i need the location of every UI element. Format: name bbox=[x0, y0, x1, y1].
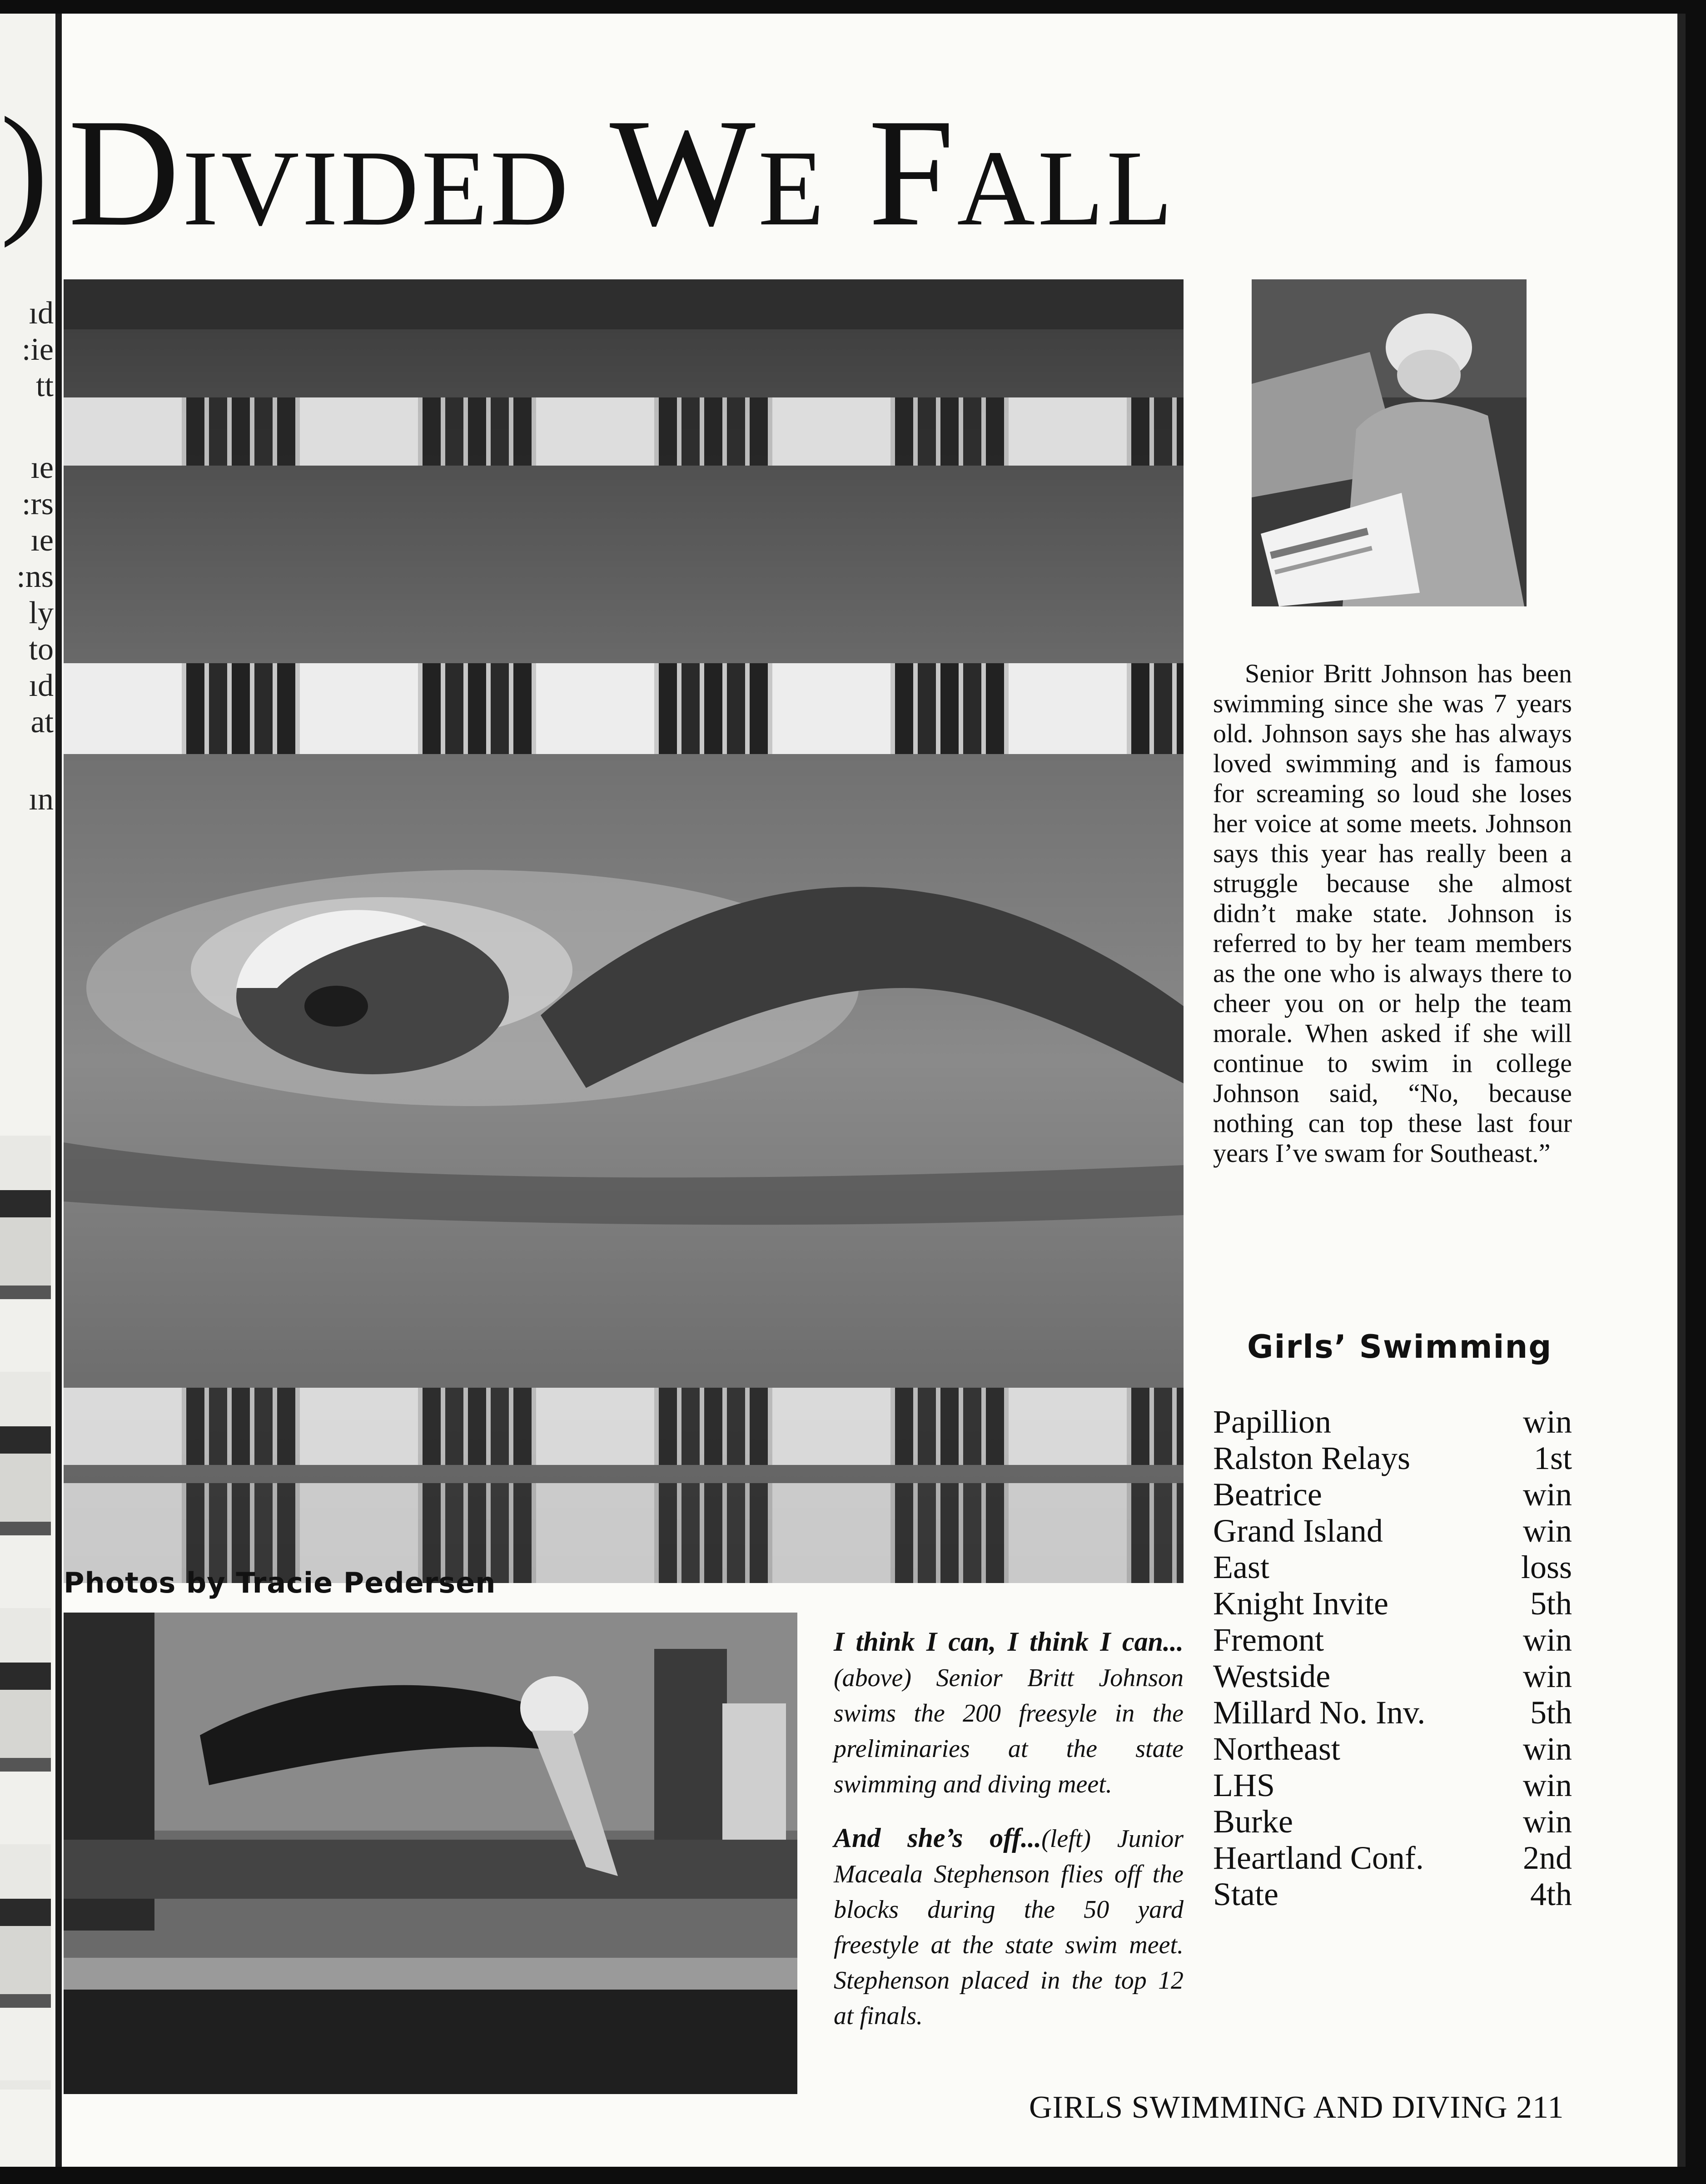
event-name: Westside bbox=[1213, 1658, 1331, 1694]
spine-text-fragment: tt bbox=[36, 368, 54, 403]
spine-text-fragment: ıe bbox=[30, 450, 54, 485]
swimmer-reading-image bbox=[1252, 279, 1527, 606]
event-result: win bbox=[1523, 1476, 1572, 1513]
event-name: Northeast bbox=[1213, 1731, 1340, 1767]
caption-lead: And she’s off... bbox=[834, 1823, 1042, 1853]
results-row bbox=[1213, 1658, 1572, 1694]
spine-text-fragment: :rs bbox=[22, 486, 54, 521]
spine-text-fragment: at bbox=[30, 705, 54, 740]
event-result: 1st bbox=[1533, 1440, 1572, 1476]
event-name: Ralston Relays bbox=[1213, 1440, 1410, 1476]
results-row bbox=[1213, 1840, 1572, 1876]
event-name: Fremont bbox=[1213, 1622, 1324, 1658]
page-edge bbox=[1677, 14, 1686, 2167]
event-result: 2nd bbox=[1523, 1840, 1572, 1876]
caption-main-photo bbox=[834, 1624, 1184, 1802]
event-name: East bbox=[1213, 1549, 1269, 1585]
event-name: Papillion bbox=[1213, 1404, 1332, 1440]
spine-text-fragment: :ns bbox=[16, 559, 54, 594]
event-result: 5th bbox=[1530, 1694, 1572, 1731]
event-name: Beatrice bbox=[1213, 1476, 1322, 1513]
photo-captions bbox=[834, 1624, 1184, 2052]
photo-credit: Photos by Tracie Pedersen bbox=[64, 1566, 496, 1599]
spine-text-fragment: ın bbox=[29, 782, 54, 817]
adjacent-page-photo-edge bbox=[0, 1136, 51, 2090]
event-result: win bbox=[1523, 1731, 1572, 1767]
caption-body: (above) Senior Britt Johnson swims the 200 freesyle in the preliminaries at the state swimming and diving meet. bbox=[834, 1664, 1184, 1798]
spine-text-fragment: ly bbox=[29, 596, 54, 630]
results-row bbox=[1213, 1694, 1572, 1731]
spine-text-fragment: ıe bbox=[30, 523, 54, 558]
swimmer-diving-image bbox=[64, 1613, 797, 2094]
results-row bbox=[1213, 1476, 1572, 1513]
title-fragment: ) bbox=[0, 88, 50, 248]
event-name: Knight Invite bbox=[1213, 1585, 1388, 1622]
results-row bbox=[1213, 1731, 1572, 1767]
spine-text-fragment: ıd bbox=[29, 668, 54, 703]
results-row bbox=[1213, 1585, 1572, 1622]
event-name: Grand Island bbox=[1213, 1513, 1383, 1549]
results-row bbox=[1213, 1803, 1572, 1840]
event-name: Heartland Conf. bbox=[1213, 1840, 1424, 1876]
dive-photo bbox=[64, 1613, 797, 2094]
caption-dive-photo bbox=[834, 1820, 1184, 2034]
event-name: Millard No. Inv. bbox=[1213, 1694, 1426, 1731]
results-table bbox=[1213, 1404, 1572, 1912]
event-name: Burke bbox=[1213, 1803, 1293, 1840]
results-row bbox=[1213, 1513, 1572, 1549]
spine-text-fragment: to bbox=[29, 632, 54, 667]
results-row bbox=[1213, 1404, 1572, 1440]
event-result: win bbox=[1523, 1767, 1572, 1803]
event-result: 4th bbox=[1530, 1876, 1572, 1912]
yearbook-page bbox=[0, 14, 1686, 2167]
inset-photo bbox=[1252, 279, 1527, 606]
results-row bbox=[1213, 1440, 1572, 1476]
event-result: loss bbox=[1521, 1549, 1572, 1585]
results-row bbox=[1213, 1767, 1572, 1803]
schedule-title: Girls’ Swimming bbox=[1247, 1328, 1552, 1365]
results-row bbox=[1213, 1622, 1572, 1658]
caption-body: (left) Junior Maceala Stephenson flies off the blocks during the 50 yard freestyle at the state swim meet. Stephenson placed in the top 12 at finals. bbox=[834, 1825, 1184, 2030]
spine-text-fragment: :ie bbox=[22, 332, 54, 367]
event-name: State bbox=[1213, 1876, 1278, 1912]
event-result: win bbox=[1523, 1622, 1572, 1658]
page-title: Divided We Fall bbox=[68, 87, 1175, 258]
results-row bbox=[1213, 1876, 1572, 1912]
page-folio: GIRLS SWIMMING AND DIVING 211 bbox=[1029, 2090, 1564, 2125]
caption-lead: I think I can, I think I can... bbox=[834, 1627, 1184, 1657]
event-result: win bbox=[1523, 1658, 1572, 1694]
event-result: win bbox=[1523, 1803, 1572, 1840]
event-result: win bbox=[1523, 1404, 1572, 1440]
event-name: LHS bbox=[1213, 1767, 1275, 1803]
main-swimmer-photo bbox=[64, 279, 1184, 1583]
britt-johnson-profile: Senior Britt Johnson has been swimming since she was 7 years old. Johnson says she has always loved swimming and is famous for screaming so loud she loses her voice at some meets. Johnson says this year has really been a struggle because she almost didn’t make state. Johnson is referred to by her team members as the one who is always there to cheer you on or help the team morale. When asked if she will continue to swim in college Johnson said, “No, because nothing can top these last four years I’ve swam for Southeast.” bbox=[1213, 659, 1572, 1168]
spine-text-fragment: ıd bbox=[29, 296, 54, 331]
gutter-line bbox=[55, 14, 62, 2167]
results-row bbox=[1213, 1549, 1572, 1585]
freestyle-swimmer-image bbox=[64, 279, 1184, 1583]
event-result: win bbox=[1523, 1513, 1572, 1549]
event-result: 5th bbox=[1530, 1585, 1572, 1622]
